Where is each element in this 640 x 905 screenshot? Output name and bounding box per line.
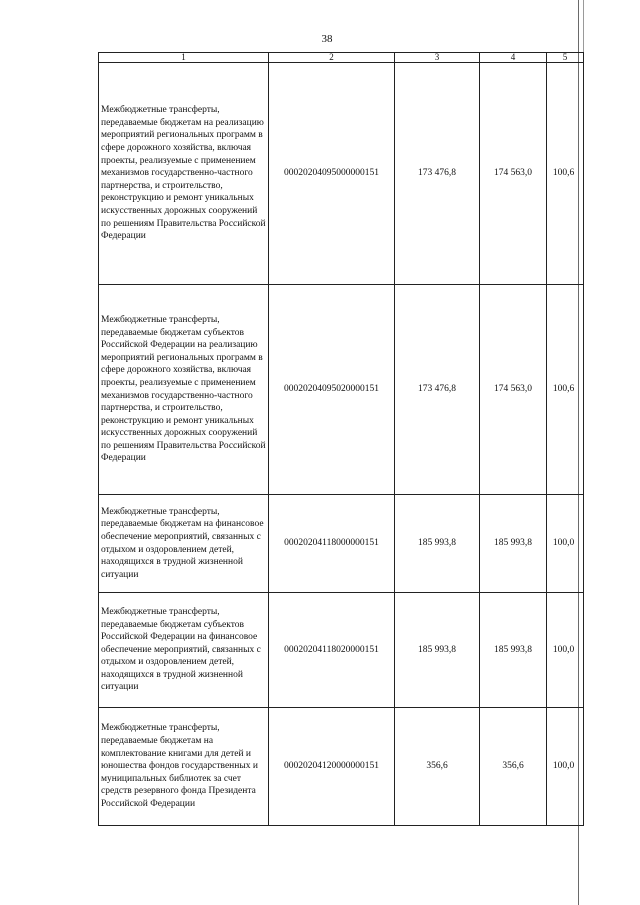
percent-cell: 100,0 bbox=[547, 495, 584, 593]
column-number: 3 bbox=[395, 53, 480, 63]
fact-amount-cell: 185 993,8 bbox=[480, 495, 547, 593]
column-number: 4 bbox=[480, 53, 547, 63]
budget-code-cell: 00020204095020000151 bbox=[269, 285, 395, 495]
transfer-name-cell: Межбюджетные трансферты, передаваемые бюджетам на комплектование книгами для детей и юношества фондов государственных и муниципальных библиотек за счет средств резервного фонда Президента Российской Федерации bbox=[99, 708, 269, 826]
transfers-table bbox=[98, 52, 584, 826]
plan-amount-cell: 173 476,8 bbox=[395, 285, 480, 495]
table-row bbox=[99, 63, 584, 285]
plan-amount-cell: 173 476,8 bbox=[395, 63, 480, 285]
table-row bbox=[99, 708, 584, 826]
transfer-name-cell: Межбюджетные трансферты, передаваемые бюджетам на реализацию мероприятий региональных программ в сфере дорожного хозяйства, включая проекты, реализуемые с применением механизмов государственно-частного партнерства, и строительство, реконструкцию и ремонт уникальных искусственных дорожных сооружений по решениям Правительства Российской Федерации bbox=[99, 63, 269, 285]
page-number: 38 bbox=[321, 33, 333, 45]
budget-code-cell: 00020204095000000151 bbox=[269, 63, 395, 285]
percent-cell: 100,6 bbox=[547, 285, 584, 495]
plan-amount-cell: 356,6 bbox=[395, 708, 480, 826]
transfer-name-cell: Межбюджетные трансферты, передаваемые бюджетам субъектов Российской Федерации на финансовое обеспечение мероприятий, связанных с отдыхом и оздоровлением детей, находящихся в трудной жизненной ситуации bbox=[99, 593, 269, 708]
column-number: 2 bbox=[269, 53, 395, 63]
fact-amount-cell: 185 993,8 bbox=[480, 593, 547, 708]
table-row bbox=[99, 285, 584, 495]
percent-cell: 100,6 bbox=[547, 63, 584, 285]
percent-cell: 100,0 bbox=[547, 708, 584, 826]
budget-code-cell: 00020204118020000151 bbox=[269, 593, 395, 708]
transfer-name-cell: Межбюджетные трансферты, передаваемые бюджетам на финансовое обеспечение мероприятий, связанных с отдыхом и оздоровлением детей, находящихся в трудной жизненной ситуации bbox=[99, 495, 269, 593]
transfer-name-cell: Межбюджетные трансферты, передаваемые бюджетам субъектов Российской Федерации на реализацию мероприятий региональных программ в сфере дорожного хозяйства, включая проекты, реализуемые с применением механизмов государственно-частного партнерства, и строительство, реконструкцию и ремонт уникальных искусственных дорожных сооружений по решениям Правительства Российской Федерации bbox=[99, 285, 269, 495]
budget-code-cell: 00020204120000000151 bbox=[269, 708, 395, 826]
table-row bbox=[99, 495, 584, 593]
plan-amount-cell: 185 993,8 bbox=[395, 495, 480, 593]
table-row bbox=[99, 593, 584, 708]
plan-amount-cell: 185 993,8 bbox=[395, 593, 480, 708]
percent-cell: 100,0 bbox=[547, 593, 584, 708]
column-number: 1 bbox=[99, 53, 269, 63]
fact-amount-cell: 356,6 bbox=[480, 708, 547, 826]
fact-amount-cell: 174 563,0 bbox=[480, 63, 547, 285]
column-number-row bbox=[99, 53, 584, 63]
fact-amount-cell: 174 563,0 bbox=[480, 285, 547, 495]
column-number: 5 bbox=[547, 53, 584, 63]
budget-code-cell: 00020204118000000151 bbox=[269, 495, 395, 593]
